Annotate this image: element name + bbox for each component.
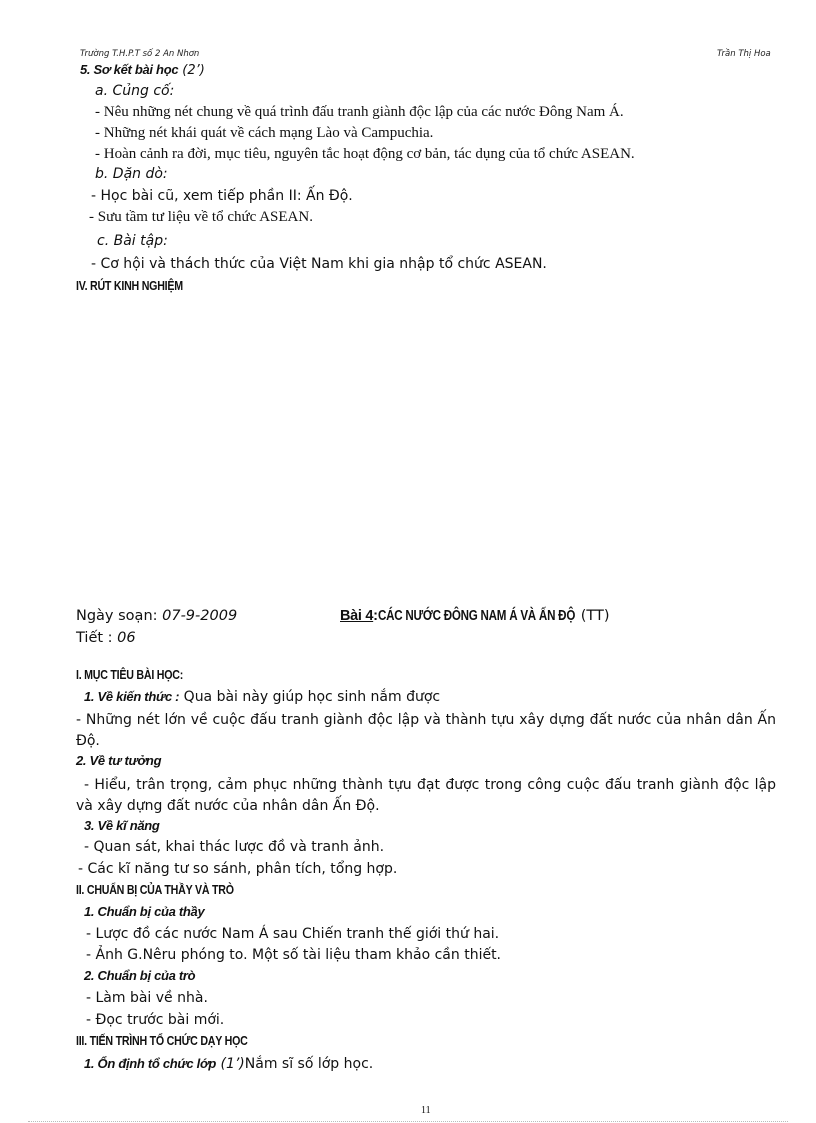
skills-item-1: - Quan sát, khai thác lược đồ và tranh ảnh.: [84, 839, 385, 855]
summary-title: 5. Sơ kết bài học: [80, 62, 179, 77]
teacher-prep-item-2: - Ảnh G.Nêru phóng to. Một số tài liệu tham khảo cần thiết.: [86, 947, 502, 963]
step1-text: Nắm sĩ số lớp học.: [244, 1056, 374, 1072]
date-value: 07-9-2009: [162, 608, 238, 624]
teacher-prep-item-1: - Lược đồ các nước Nam Á sau Chiến tranh thế giới thứ hai.: [86, 926, 500, 942]
process-heading: III. TIẾN TRÌNH TỔ CHỨC DẠY HỌC: [76, 1033, 248, 1048]
homework-item-2: - Sưu tầm tư liệu về tổ chức ASEAN.: [89, 209, 313, 225]
consolidate-item-2: - Những nét khái quát về cách mạng Lào và Campuchia.: [95, 125, 434, 141]
lesson-title-colon: :: [373, 608, 378, 624]
knowledge-intro: Qua bài này giúp học sinh nắm được: [179, 689, 441, 705]
header-school: Trường T.H.P.T số 2 An Nhơn: [80, 49, 200, 59]
knowledge-row: [84, 688, 440, 706]
teacher-prep-label: 1. Chuẩn bị của thầy: [84, 904, 205, 919]
exercise-label: c. Bài tập:: [97, 233, 168, 249]
lesson-title-main: CÁC NƯỚC ĐÔNG NAM Á VÀ ẤN ĐỘ: [377, 608, 575, 624]
lesson-title: [340, 607, 609, 625]
consolidate-label: a. Củng cố:: [95, 83, 175, 99]
lesson-title-suffix: (TT): [576, 608, 610, 624]
step1-label: 1. Ổn định tổ chức lớp: [84, 1056, 217, 1071]
skills-label: 3. Về kĩ năng: [84, 818, 160, 833]
footer-divider: [28, 1121, 788, 1122]
process-step-1: [84, 1055, 373, 1073]
student-prep-label: 2. Chuẩn bị của trò: [84, 968, 196, 983]
thought-label: 2. Về tư tưởng: [76, 753, 162, 768]
header-teacher: Trần Thị Hoa: [717, 49, 771, 59]
lesson-period: [76, 630, 136, 646]
skills-item-2: - Các kĩ năng tư so sánh, phân tích, tổng hợp.: [78, 861, 398, 877]
knowledge-label: 1. Về kiến thức :: [84, 689, 180, 704]
consolidate-item-1: - Nêu những nét chung về quá trình đấu tranh giành độc lập của các nước Đông Nam Á.: [95, 104, 624, 120]
lesson-date: [76, 608, 237, 624]
thought-text: - Hiểu, trân trọng, cảm phục những thành tựu đạt được trong công cuộc đấu tranh giành độc lập và xây dựng đất nước của nhân dân Ấn Độ.: [76, 777, 776, 814]
exercise-item-1: - Cơ hội và thách thức của Việt Nam khi gia nhập tổ chức ASEAN.: [91, 256, 547, 272]
summary-heading: [80, 61, 205, 79]
preparation-heading: II. CHUẨN BỊ CỦA THẦY VÀ TRÒ: [76, 882, 234, 897]
knowledge-text: - Những nét lớn về cuộc đấu tranh giành độc lập và thành tựu xây dựng đất nước của nhân dân Ấn Độ.: [76, 712, 776, 749]
consolidate-item-3: - Hoàn cảnh ra đời, mục tiêu, nguyên tắc hoạt động cơ bản, tác dụng của tổ chức ASEAN.: [95, 146, 635, 162]
homework-label: b. Dặn dò:: [95, 166, 168, 182]
student-prep-item-1: - Làm bài về nhà.: [86, 990, 208, 1006]
lesson-number: Bài 4: [340, 608, 374, 624]
period-label: Tiết :: [76, 630, 118, 646]
student-prep-item-2: - Đọc trước bài mới.: [86, 1012, 225, 1028]
date-label: Ngày soạn:: [76, 608, 163, 624]
period-value: 06: [117, 630, 136, 646]
objectives-heading: I. MỤC TIÊU BÀI HỌC:: [76, 667, 184, 682]
experience-heading: IV. RÚT KINH NGHIỆM: [76, 278, 183, 293]
step1-time: (1’): [216, 1056, 245, 1072]
homework-item-1: - Học bài cũ, xem tiếp phần II: Ấn Độ.: [91, 188, 353, 204]
summary-time: (2’): [182, 63, 205, 78]
page-number: 11: [421, 1105, 431, 1116]
